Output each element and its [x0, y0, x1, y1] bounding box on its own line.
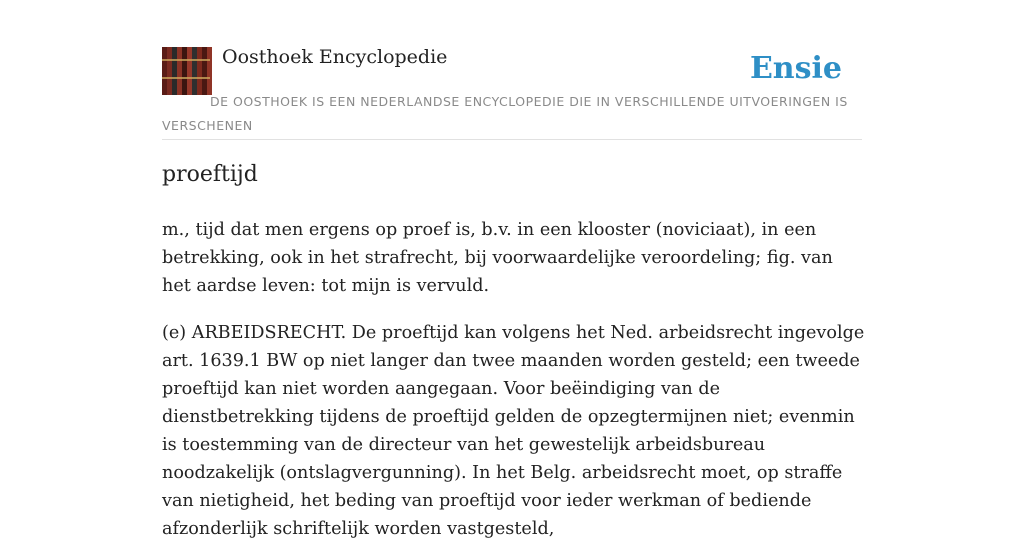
site-header	[162, 0, 862, 140]
book-spines-icon[interactable]	[162, 47, 210, 95]
definition-paragraph: (e) ARBEIDSRECHT. De proeftijd kan volgens het Ned. arbeidsrecht ingevolge art. 1639.1 BW op niet langer dan twee maanden worden gesteld; een tweede proeftijd kan niet worden aangegaan. Voor beëindiging van de dienstbetrekking tijdens de proeftijd gelden de opzegtermijnen niet; evenmin is toestemming van de directeur van het gewestelijk arbeidsbureau noodzakelijk (ontslagvergunning). In het Belg. arbeidsrecht moet, op straffe van nietigheid, het beding van proeftijd voor ieder werkman of bediende afzonderlijk schriftelijk worden vastgesteld,	[162, 323, 865, 539]
site-name-link[interactable]: Oosthoek Encyclopedie	[222, 46, 448, 68]
site-tagline: DE OOSTHOEK IS EEN NEDERLANDSE ENCYCLOPEDIE DIE IN VERSCHILLENDE UITVOERINGEN IS VERSCHENEN	[162, 94, 848, 133]
ensie-logo[interactable]: Ensie	[749, 51, 842, 86]
page-content	[162, 0, 865, 539]
definition-paragraph: m., tijd dat men ergens op proef is, b.v. in een klooster (noviciaat), in een betrekking, ook in het strafrecht, bij voorwaardelijke veroordeling; fig. van het aardse leven: tot mijn is vervuld.	[162, 220, 833, 296]
article-title: proeftijd	[162, 162, 258, 187]
